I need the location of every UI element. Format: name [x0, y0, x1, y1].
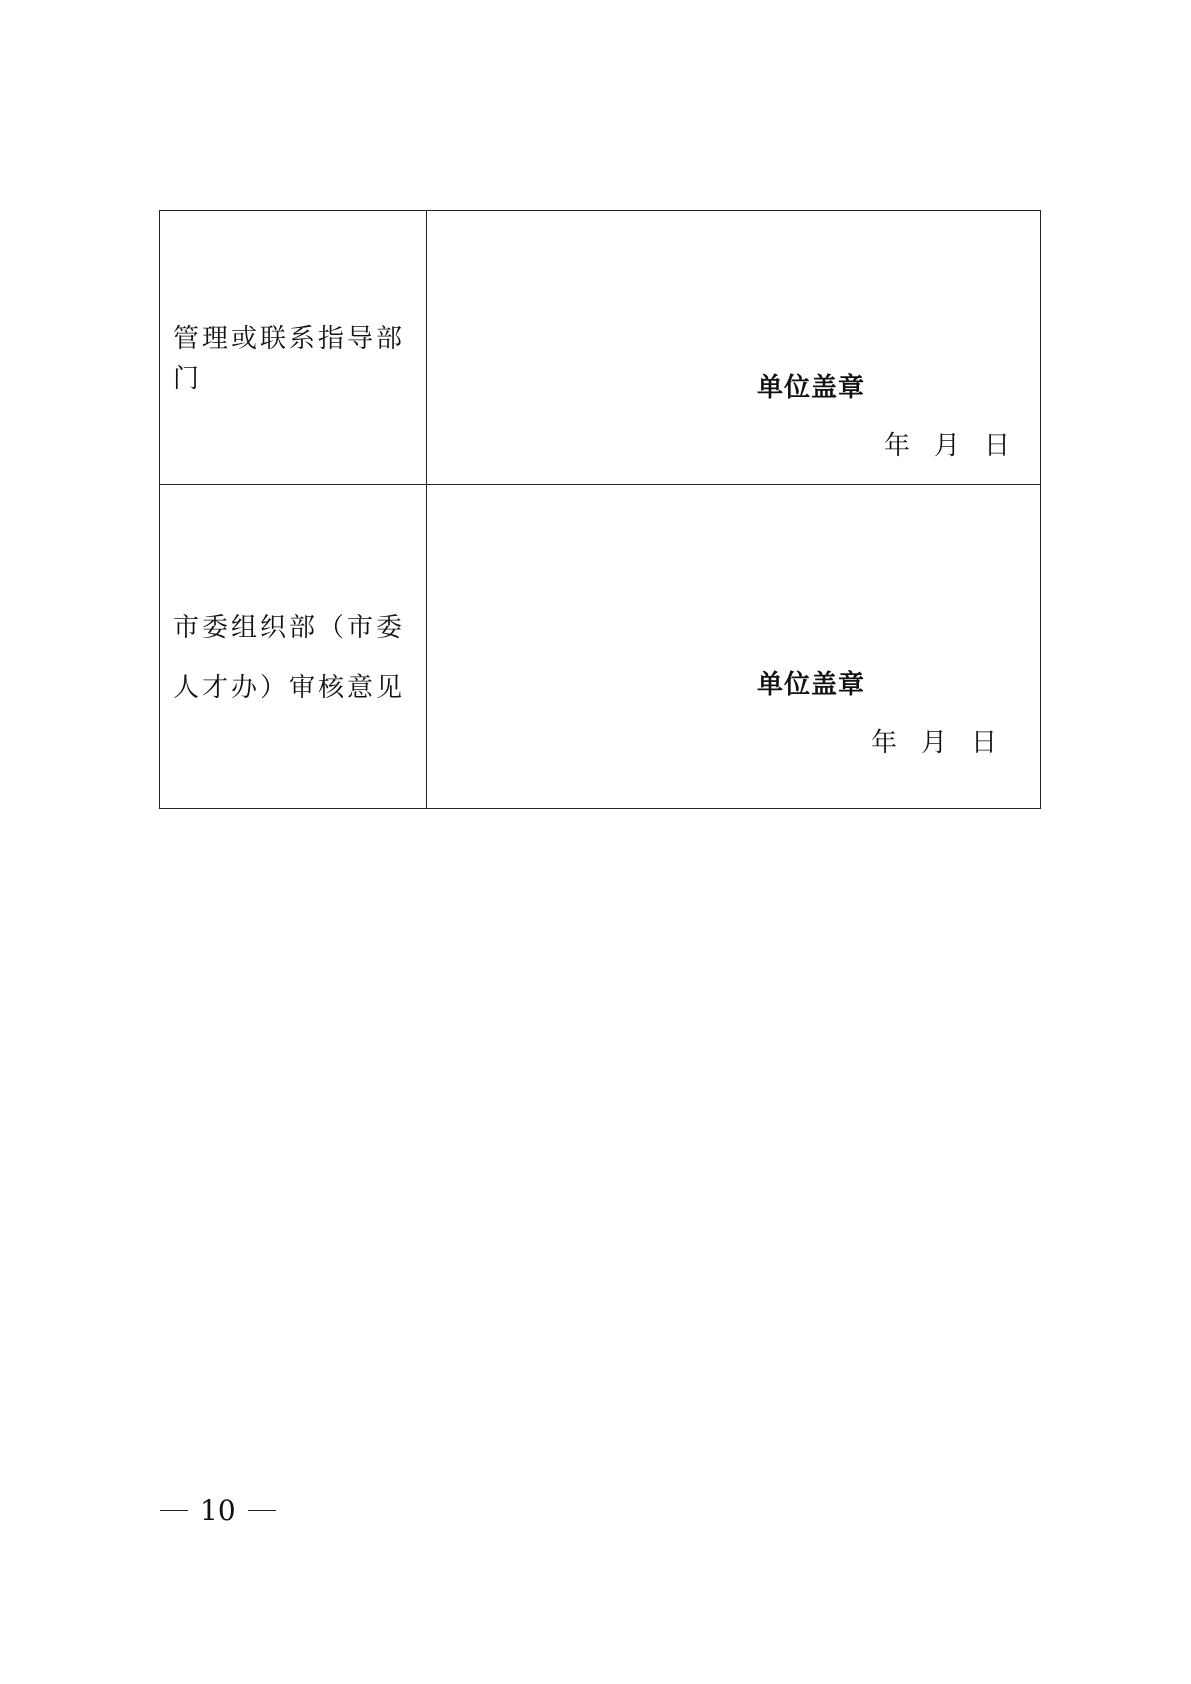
date-day: 日: [971, 728, 998, 758]
date-line: [884, 425, 1010, 462]
date-line: [871, 722, 997, 759]
dash-right: [248, 1510, 276, 1512]
date-year: 年: [884, 431, 911, 461]
opinion-cell[interactable]: [427, 485, 1041, 809]
label-cell: [160, 211, 427, 485]
table-row-management-dept: [160, 211, 1041, 485]
label-cell: [160, 485, 427, 809]
dash-left: [160, 1510, 188, 1512]
page-number: 10: [200, 1494, 236, 1527]
row-label: 管理或联系指导部门: [173, 324, 406, 394]
unit-seal-label: 单位盖章: [757, 373, 866, 403]
date-month: 月: [934, 431, 961, 461]
page-number-footer: [160, 1494, 276, 1527]
date-day: 日: [984, 431, 1011, 461]
date-year: 年: [871, 728, 898, 758]
opinion-cell[interactable]: [427, 211, 1041, 485]
unit-seal-label: 单位盖章: [757, 670, 866, 700]
date-month: 月: [921, 728, 948, 758]
row-label: 市委组织部（市委人才办）审核意见: [173, 613, 406, 703]
approval-form-table: [159, 210, 1041, 809]
table-row-organization-dept: [160, 485, 1041, 809]
